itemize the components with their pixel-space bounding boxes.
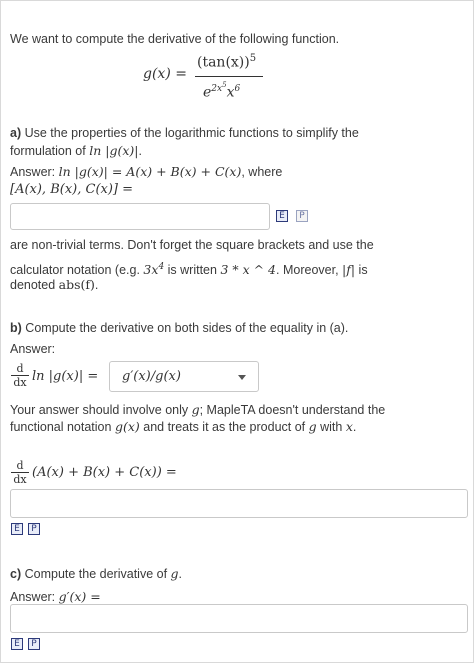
- part-b-answer-label: Answer:: [10, 342, 56, 356]
- chevron-down-icon: [238, 375, 246, 380]
- part-b-lhs-math: ln |g(x)| =: [32, 369, 99, 384]
- formula-lhs: g(x) =: [143, 66, 187, 82]
- part-a-line1: [10, 125, 359, 141]
- equation-editor-icon[interactable]: E: [11, 638, 23, 650]
- part-a-answer-line: [10, 164, 282, 180]
- formula-fraction: [195, 51, 265, 101]
- part-a-instruction-line2-prefix: formulation of: [10, 144, 90, 158]
- part-b-d-num-2: d: [16, 459, 24, 472]
- formula-fraction-bar: [195, 76, 263, 77]
- part-a-instruction-line2-suffix: .: [138, 144, 142, 158]
- part-a-bracket-math: [A(x), B(x), C(x)] =: [10, 182, 134, 197]
- part-a-answer-suffix: , where: [241, 165, 283, 179]
- part-b-d-den: dx: [11, 375, 29, 389]
- part-a-note-line3-b: .: [94, 278, 99, 292]
- part-a-line2: [10, 143, 142, 159]
- part-b-note-line1-a: Your answer should involve only: [10, 403, 192, 417]
- part-b-instruction: Compute the derivative on both sides of the equality in (a).: [25, 321, 349, 335]
- part-a-note-line3-math: abs(f): [58, 277, 95, 292]
- part-b-select[interactable]: [109, 361, 259, 392]
- formula-denominator-base1: e: [203, 84, 212, 101]
- formula-denominator-exp2: 6: [234, 84, 241, 94]
- part-c-instruction-b: .: [178, 567, 183, 581]
- part-b-d-num: d: [16, 362, 24, 375]
- part-c-answer-math: g′(x) =: [58, 589, 101, 604]
- part-a-answer-math: ln |g(x)| = A(x) + B(x) + C(x): [58, 164, 242, 179]
- part-a-instruction-line2-math: ln |g(x)|: [89, 143, 139, 158]
- part-a-note-line3: [10, 277, 98, 293]
- part-b-note-line2-c: with: [316, 420, 346, 434]
- part-a-note-line2-b: is written: [164, 263, 221, 278]
- formula-numerator: (tan(x)): [197, 54, 250, 71]
- formula-numerator-exp: 5: [249, 53, 257, 64]
- part-b-select-value: g′(x)/g(x): [122, 369, 181, 384]
- part-a-note-line2-math3: |f|: [342, 262, 356, 278]
- formula-denominator-exp1: 2x: [211, 84, 223, 94]
- part-a-note-line1: are non-trivial terms. Don't forget the square brackets and use the: [10, 238, 374, 252]
- part-b-derivative-operator: [11, 362, 29, 389]
- part-a-note-line2-math1-sup: 4: [158, 262, 165, 272]
- part-b-note-line2-d: .: [352, 420, 357, 434]
- part-b-answer-input[interactable]: [10, 489, 468, 518]
- part-c-answer-input[interactable]: [10, 604, 468, 633]
- part-a-answer-input[interactable]: [10, 203, 270, 230]
- part-a-note-line2: [10, 259, 368, 278]
- part-c-label: c): [10, 567, 22, 581]
- part-b-note-line2-math2: g: [308, 419, 317, 434]
- part-b-note-line2-math1: g(x): [114, 419, 140, 434]
- equation-editor-icon[interactable]: E: [276, 210, 288, 222]
- part-c-answer-prefix: Answer:: [10, 590, 59, 604]
- part-b-d-den-2: dx: [11, 472, 29, 486]
- part-b-note-line2-math3: x: [345, 419, 353, 434]
- part-b-note-line2-b: and treats it as the product of: [139, 420, 309, 434]
- part-c-instruction-math: g: [170, 566, 179, 581]
- preview-icon[interactable]: P: [28, 638, 40, 650]
- part-a-answer-prefix: Answer:: [10, 165, 59, 179]
- part-b-note-line1: [10, 402, 385, 418]
- part-b-label: b): [10, 321, 22, 335]
- part-c-answer-line: [10, 589, 101, 605]
- part-b-note-line1-b: ; MapleTA doesn't understand the: [199, 403, 386, 417]
- part-a-note-line3-a: denoted: [10, 278, 59, 292]
- part-b-line1: [10, 320, 348, 336]
- preview-icon[interactable]: P: [28, 523, 40, 535]
- part-b-note-line2-a: functional notation: [10, 420, 115, 434]
- part-a-note-line2-a: calculator notation (e.g.: [10, 263, 144, 278]
- part-a-note-line2-c: . Moreover,: [276, 263, 343, 278]
- part-c-instruction-a: Compute the derivative of: [24, 567, 171, 581]
- intro-text: We want to compute the derivative of the following function.: [10, 32, 340, 46]
- preview-icon[interactable]: P: [296, 210, 308, 222]
- part-a-note-line2-d: is: [355, 263, 368, 278]
- equation-editor-icon[interactable]: E: [11, 523, 23, 535]
- part-b-note-line1-math: g: [191, 402, 200, 417]
- part-b-deriv-rhs: (A(x) + B(x) + C(x)) =: [32, 465, 177, 480]
- formula-denominator-exp1-sup: 5: [222, 81, 227, 89]
- part-b-derivative-operator-2: [11, 459, 29, 486]
- part-a-note-line2-math2: 3 * x ^ 4: [220, 262, 277, 278]
- formula-denominator-base2: x: [226, 84, 235, 101]
- part-a-label: a): [10, 126, 22, 140]
- part-b-note-line2: [10, 419, 356, 435]
- part-c-line1: [10, 566, 182, 582]
- part-a-instruction-line1: Use the properties of the logarithmic functions to simplify the: [24, 126, 359, 140]
- part-a-note-line2-math1: 3x: [143, 262, 159, 278]
